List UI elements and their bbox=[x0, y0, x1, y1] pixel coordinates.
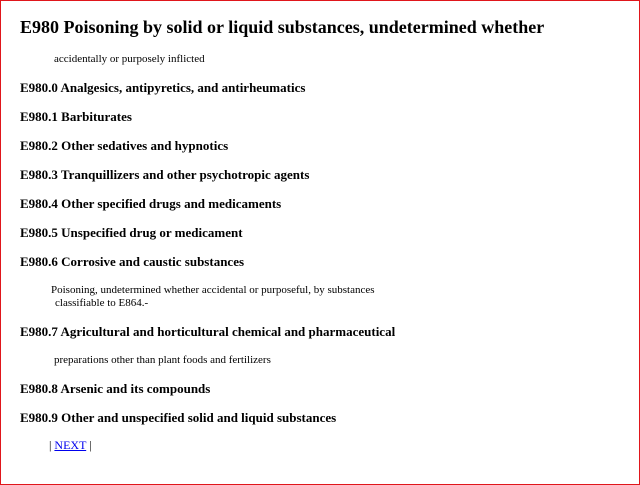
nav-separator-left: | bbox=[49, 438, 55, 452]
entry-e980-3: E980.3 Tranquillizers and other psychotropic agents bbox=[20, 167, 310, 182]
entry-e980-0: E980.0 Analgesics, antipyretics, and antirheumatics bbox=[20, 80, 306, 95]
note-e980-6 bbox=[51, 284, 375, 310]
entry-e980-7: E980.7 Agricultural and horticultural chemical and pharmaceutical bbox=[20, 324, 396, 339]
nav-separator-right: | bbox=[86, 438, 92, 452]
entry-e980-2: E980.2 Other sedatives and hypnotics bbox=[20, 138, 229, 153]
note-e980-6-line1: Poisoning, undetermined whether accidental or purposeful, by substances bbox=[51, 284, 375, 296]
next-link[interactable]: NEXT bbox=[54, 438, 87, 452]
entry-e980-1: E980.1 Barbiturates bbox=[20, 109, 132, 124]
page-title: E980 Poisoning by solid or liquid substances, undetermined whether bbox=[20, 17, 545, 37]
entry-e980-9: E980.9 Other and unspecified solid and liquid substances bbox=[20, 410, 337, 425]
entry-e980-8: E980.8 Arsenic and its compounds bbox=[20, 381, 211, 396]
entry-e980-6: E980.6 Corrosive and caustic substances bbox=[20, 254, 245, 269]
title-note: accidentally or purposely inflicted bbox=[54, 53, 205, 65]
pagination-nav bbox=[49, 438, 92, 453]
entry-e980-5: E980.5 Unspecified drug or medicament bbox=[20, 225, 243, 240]
entry-e980-4: E980.4 Other specified drugs and medicaments bbox=[20, 196, 282, 211]
note-e980-6-line2: classifiable to E864.- bbox=[55, 297, 149, 309]
note-e980-7: preparations other than plant foods and fertilizers bbox=[54, 354, 271, 366]
